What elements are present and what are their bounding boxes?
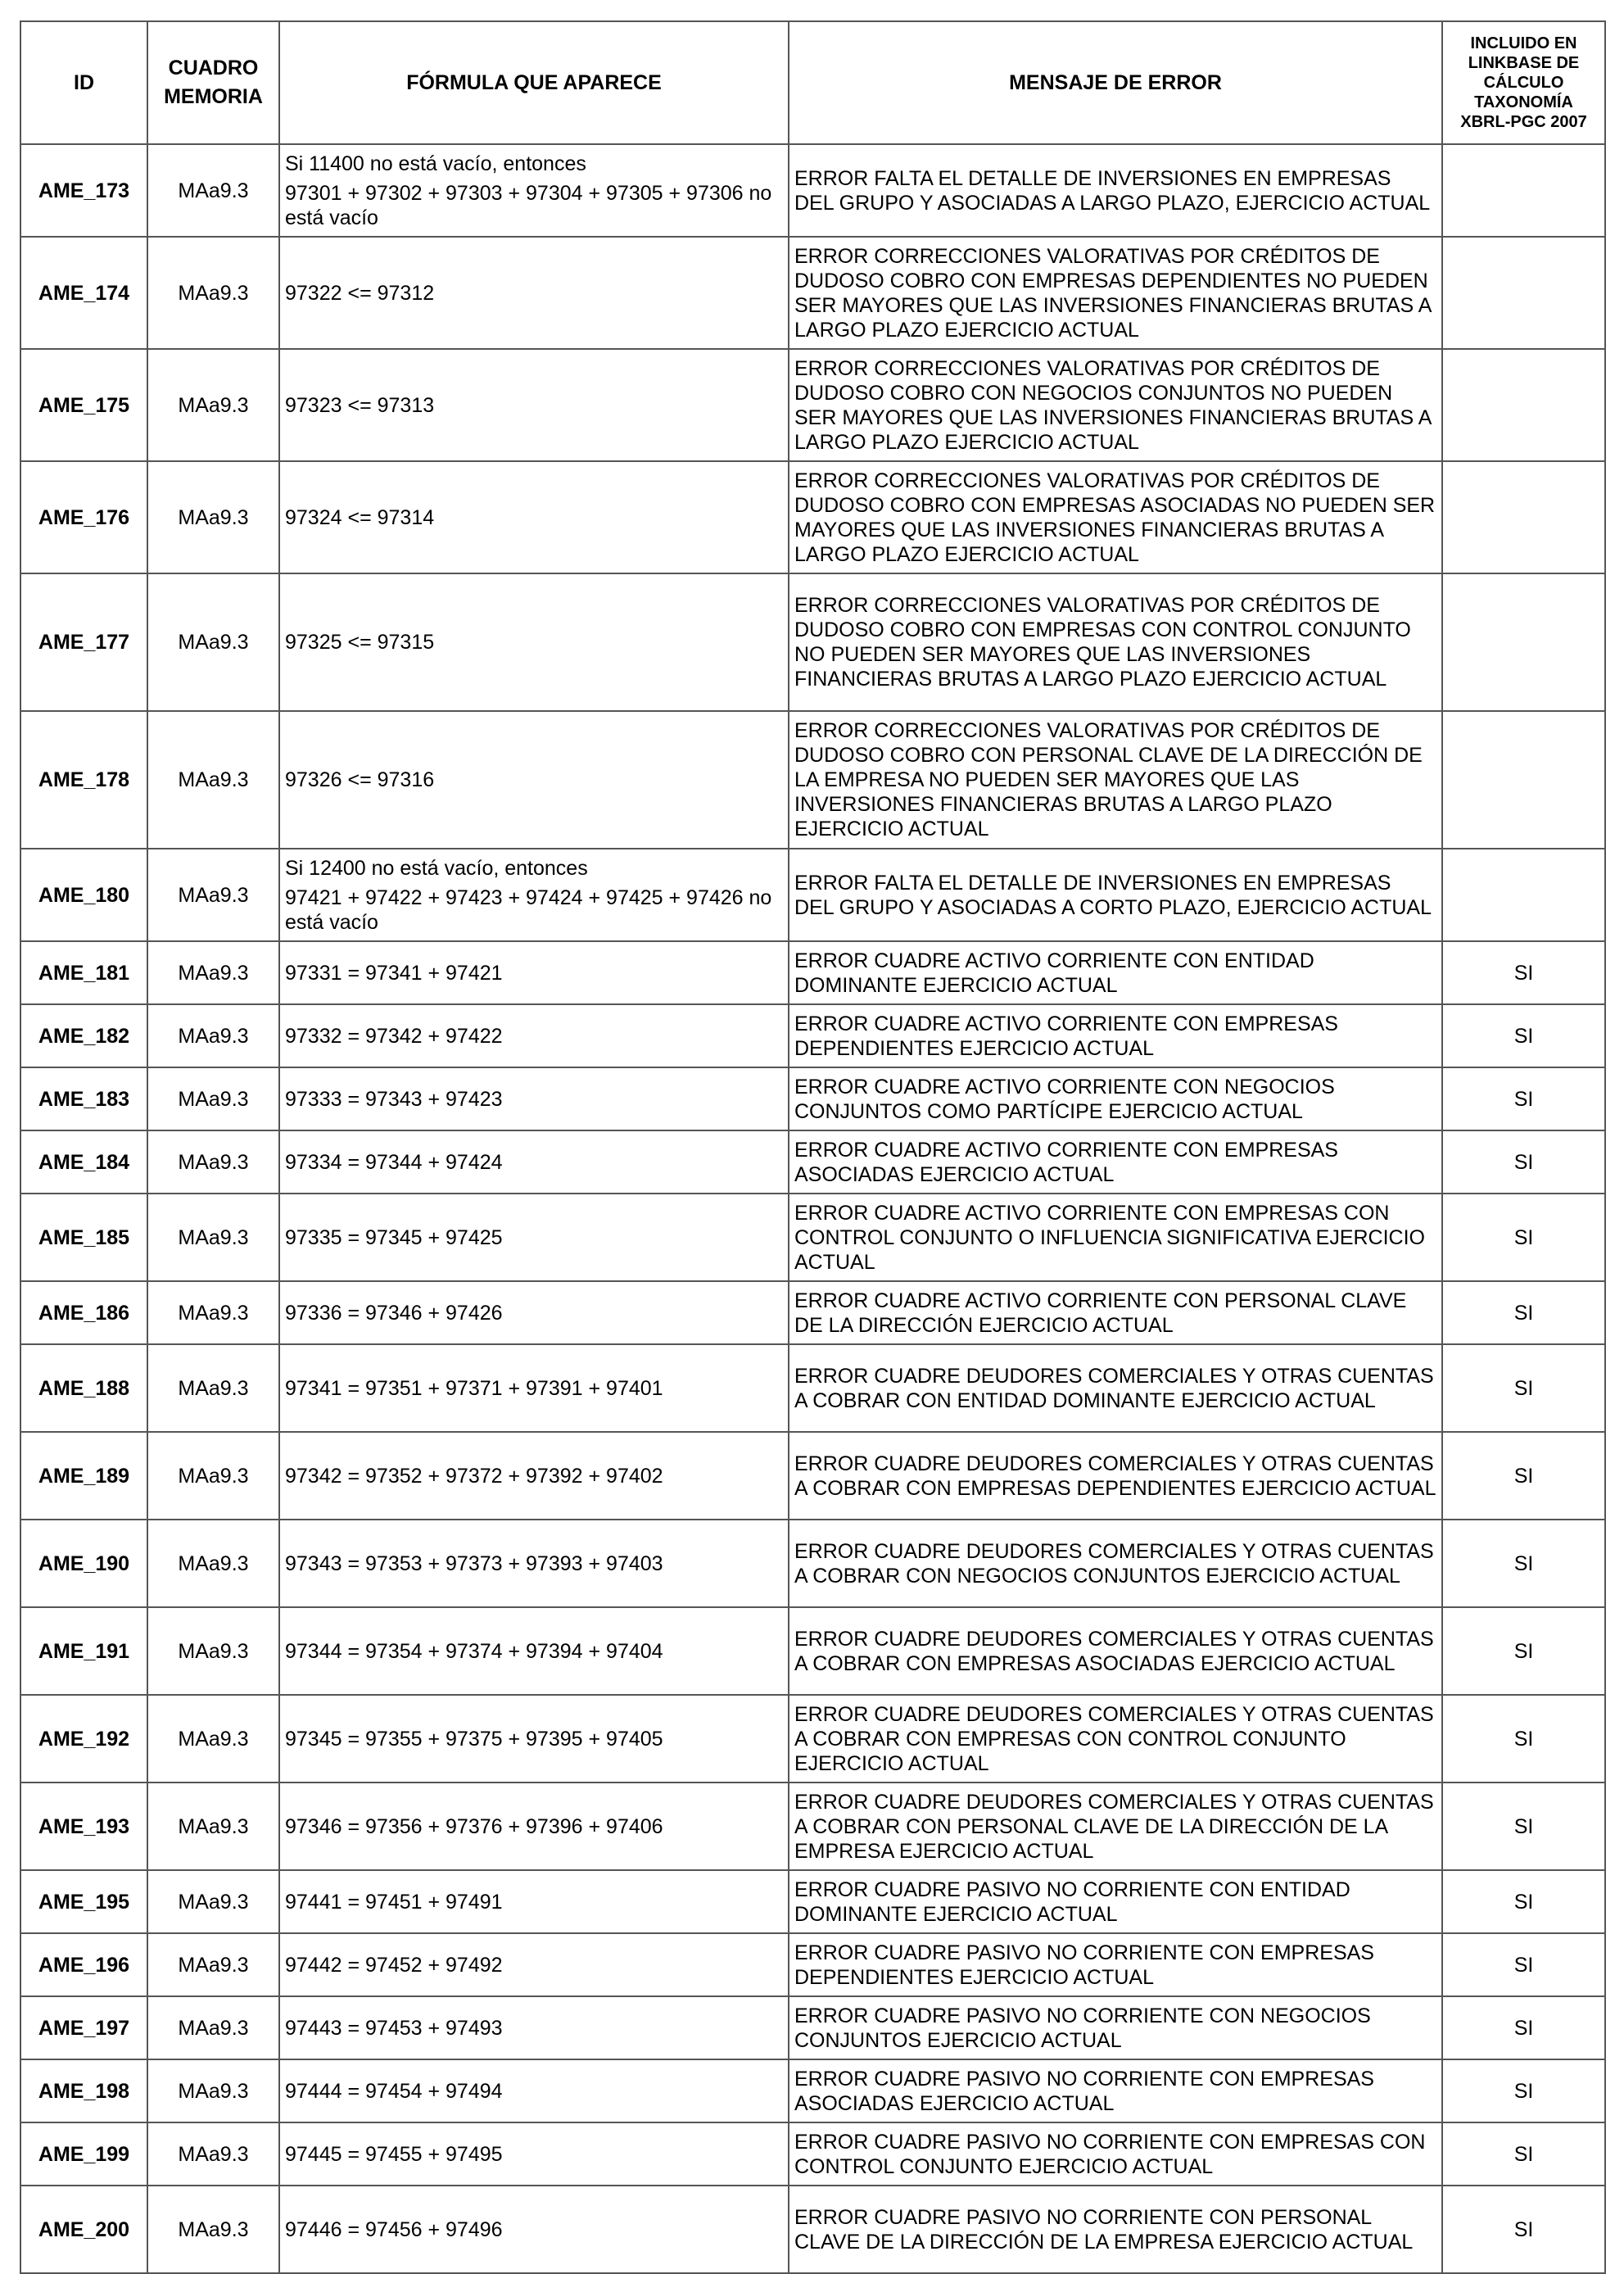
row-error-message: ERROR CUADRE ACTIVO CORRIENTE CON PERSONAL CLAVE DE LA DIRECCIÓN EJERCICIO ACTUAL — [789, 1281, 1442, 1344]
table-row — [20, 2186, 1605, 2273]
header-incluido-line: TAXONOMÍA — [1474, 93, 1573, 111]
row-id: AME_175 — [20, 349, 147, 461]
header-incluido — [1442, 21, 1605, 144]
table-body — [20, 144, 1605, 2273]
row-id: AME_188 — [20, 1344, 147, 1432]
row-formula — [279, 1004, 789, 1067]
row-id: AME_200 — [20, 2186, 147, 2273]
row-cuadro: MAa9.3 — [147, 1870, 279, 1933]
row-formula — [279, 2122, 789, 2186]
row-formula — [279, 1520, 789, 1607]
row-formula — [279, 1432, 789, 1520]
row-formula — [279, 1996, 789, 2059]
row-included-flag — [1442, 849, 1605, 941]
row-id: AME_198 — [20, 2059, 147, 2122]
row-cuadro: MAa9.3 — [147, 1281, 279, 1344]
row-included-flag — [1442, 461, 1605, 573]
row-cuadro: MAa9.3 — [147, 1344, 279, 1432]
row-included-flag: SI — [1442, 1281, 1605, 1344]
row-formula-expression: 97443 = 97453 + 97493 — [285, 2016, 503, 2040]
row-error-message: ERROR CUADRE PASIVO NO CORRIENTE CON EMPRESAS ASOCIADAS EJERCICIO ACTUAL — [789, 2059, 1442, 2122]
row-formula — [279, 711, 789, 849]
row-formula-expression: 97441 = 97451 + 97491 — [285, 1890, 503, 1914]
row-error-message: ERROR CORRECCIONES VALORATIVAS POR CRÉDITOS DE DUDOSO COBRO CON EMPRESAS DEPENDIENTES NO PUEDEN SER MAYORES QUE LAS INVERSIONES FINANCIERAS BRUTAS A LARGO PLAZO EJERCICIO ACTUAL — [789, 237, 1442, 349]
row-included-flag: SI — [1442, 941, 1605, 1004]
row-included-flag: SI — [1442, 2186, 1605, 2273]
row-cuadro: MAa9.3 — [147, 237, 279, 349]
row-id: AME_177 — [20, 573, 147, 711]
row-cuadro: MAa9.3 — [147, 1520, 279, 1607]
table-row — [20, 1607, 1605, 1695]
row-formula-expression: 97345 = 97355 + 97375 + 97395 + 97405 — [285, 1727, 663, 1751]
row-id: AME_183 — [20, 1067, 147, 1130]
table-row — [20, 941, 1605, 1004]
row-cuadro: MAa9.3 — [147, 461, 279, 573]
row-cuadro: MAa9.3 — [147, 1783, 279, 1870]
row-included-flag — [1442, 349, 1605, 461]
row-error-message: ERROR CUADRE PASIVO NO CORRIENTE CON EMPRESAS CON CONTROL CONJUNTO EJERCICIO ACTUAL — [789, 2122, 1442, 2186]
row-formula-expression: 97336 = 97346 + 97426 — [285, 1301, 503, 1325]
table-row — [20, 349, 1605, 461]
row-error-message: ERROR CUADRE PASIVO NO CORRIENTE CON EMPRESAS DEPENDIENTES EJERCICIO ACTUAL — [789, 1933, 1442, 1996]
row-formula-expression: 97421 + 97422 + 97423 + 97424 + 97425 + 97426 no está vacío — [285, 886, 772, 934]
row-cuadro: MAa9.3 — [147, 1432, 279, 1520]
row-cuadro: MAa9.3 — [147, 2186, 279, 2273]
row-id: AME_181 — [20, 941, 147, 1004]
row-error-message: ERROR CORRECCIONES VALORATIVAS POR CRÉDITOS DE DUDOSO COBRO CON EMPRESAS ASOCIADAS NO PUEDEN SER MAYORES QUE LAS INVERSIONES FINANCIERAS BRUTAS A LARGO PLAZO EJERCICIO ACTUAL — [789, 461, 1442, 573]
row-id: AME_189 — [20, 1432, 147, 1520]
row-error-message: ERROR CORRECCIONES VALORATIVAS POR CRÉDITOS DE DUDOSO COBRO CON PERSONAL CLAVE DE LA DIRECCIÓN DE LA EMPRESA NO PUEDEN SER MAYORES QUE LAS INVERSIONES FINANCIERAS BRUTAS A LARGO PLAZO EJERCICIO ACTUAL — [789, 711, 1442, 849]
row-id: AME_173 — [20, 144, 147, 237]
header-mensaje: MENSAJE DE ERROR — [789, 21, 1442, 144]
row-formula — [279, 461, 789, 573]
table-row — [20, 711, 1605, 849]
row-id: AME_185 — [20, 1194, 147, 1281]
row-formula — [279, 573, 789, 711]
table-row — [20, 1130, 1605, 1194]
table-row — [20, 1933, 1605, 1996]
row-formula-expression: 97446 = 97456 + 97496 — [285, 2217, 503, 2241]
table-row — [20, 1870, 1605, 1933]
row-included-flag: SI — [1442, 1067, 1605, 1130]
row-formula — [279, 237, 789, 349]
row-formula — [279, 2186, 789, 2273]
row-included-flag — [1442, 237, 1605, 349]
row-formula-expression: 97342 = 97352 + 97372 + 97392 + 97402 — [285, 1464, 663, 1488]
row-formula — [279, 1344, 789, 1432]
row-cuadro: MAa9.3 — [147, 1004, 279, 1067]
row-formula-expression: 97334 = 97344 + 97424 — [285, 1150, 503, 1174]
row-id: AME_196 — [20, 1933, 147, 1996]
row-error-message: ERROR CUADRE ACTIVO CORRIENTE CON ENTIDAD DOMINANTE EJERCICIO ACTUAL — [789, 941, 1442, 1004]
row-id: AME_199 — [20, 2122, 147, 2186]
row-error-message: ERROR CUADRE DEUDORES COMERCIALES Y OTRAS CUENTAS A COBRAR CON NEGOCIOS CONJUNTOS EJERCICIO ACTUAL — [789, 1520, 1442, 1607]
header-cuadro-line: MEMORIA — [164, 85, 263, 108]
row-error-message: ERROR CORRECCIONES VALORATIVAS POR CRÉDITOS DE DUDOSO COBRO CON EMPRESAS CON CONTROL CONJUNTO NO PUEDEN SER MAYORES QUE LAS INVERSIONES FINANCIERAS BRUTAS A LARGO PLAZO EJERCICIO ACTUAL — [789, 573, 1442, 711]
row-included-flag: SI — [1442, 1432, 1605, 1520]
row-id: AME_174 — [20, 237, 147, 349]
row-id: AME_191 — [20, 1607, 147, 1695]
row-included-flag: SI — [1442, 1004, 1605, 1067]
row-formula — [279, 1870, 789, 1933]
row-included-flag: SI — [1442, 1344, 1605, 1432]
row-included-flag: SI — [1442, 1695, 1605, 1783]
row-id: AME_193 — [20, 1783, 147, 1870]
row-formula-expression: 97346 = 97356 + 97376 + 97396 + 97406 — [285, 1814, 663, 1838]
row-id: AME_192 — [20, 1695, 147, 1783]
row-formula-condition: Si 12400 no está vacío, entonces — [285, 856, 588, 880]
row-cuadro: MAa9.3 — [147, 1130, 279, 1194]
row-error-message: ERROR CUADRE DEUDORES COMERCIALES Y OTRAS CUENTAS A COBRAR CON EMPRESAS DEPENDIENTES EJERCICIO ACTUAL — [789, 1432, 1442, 1520]
row-included-flag — [1442, 144, 1605, 237]
row-id: AME_186 — [20, 1281, 147, 1344]
row-included-flag — [1442, 711, 1605, 849]
row-id: AME_180 — [20, 849, 147, 941]
row-formula — [279, 1130, 789, 1194]
row-error-message: ERROR FALTA EL DETALLE DE INVERSIONES EN EMPRESAS DEL GRUPO Y ASOCIADAS A CORTO PLAZO, EJERCICIO ACTUAL — [789, 849, 1442, 941]
row-formula — [279, 2059, 789, 2122]
row-cuadro: MAa9.3 — [147, 2122, 279, 2186]
table-row — [20, 144, 1605, 237]
row-cuadro: MAa9.3 — [147, 1695, 279, 1783]
row-included-flag: SI — [1442, 1607, 1605, 1695]
row-id: AME_176 — [20, 461, 147, 573]
row-formula-expression: 97445 = 97455 + 97495 — [285, 2142, 503, 2166]
table-row — [20, 1004, 1605, 1067]
row-formula-condition: Si 11400 no está vacío, entonces — [285, 152, 586, 175]
row-formula-expression: 97442 = 97452 + 97492 — [285, 1953, 503, 1977]
row-formula-expression: 97301 + 97302 + 97303 + 97304 + 97305 + 97306 no está vacío — [285, 181, 772, 229]
header-incluido-line: CÁLCULO — [1483, 74, 1564, 92]
table-row — [20, 573, 1605, 711]
row-formula — [279, 849, 789, 941]
table-row — [20, 1783, 1605, 1870]
header-incluido-line: XBRL-PGC 2007 — [1460, 113, 1587, 131]
table-row — [20, 237, 1605, 349]
table-row — [20, 1281, 1605, 1344]
table-row — [20, 1996, 1605, 2059]
row-formula-expression: 97325 <= 97315 — [285, 631, 435, 654]
header-row — [20, 21, 1605, 144]
row-included-flag: SI — [1442, 2122, 1605, 2186]
row-formula-expression: 97333 = 97343 + 97423 — [285, 1087, 503, 1111]
row-cuadro: MAa9.3 — [147, 1067, 279, 1130]
row-formula-expression: 97324 <= 97314 — [285, 505, 435, 529]
row-cuadro: MAa9.3 — [147, 849, 279, 941]
row-cuadro: MAa9.3 — [147, 1607, 279, 1695]
table-row — [20, 1695, 1605, 1783]
row-included-flag: SI — [1442, 1933, 1605, 1996]
row-error-message: ERROR CUADRE DEUDORES COMERCIALES Y OTRAS CUENTAS A COBRAR CON EMPRESAS CON CONTROL CONJUNTO EJERCICIO ACTUAL — [789, 1695, 1442, 1783]
header-incluido-line: INCLUIDO EN — [1470, 34, 1577, 52]
row-id: AME_184 — [20, 1130, 147, 1194]
row-error-message: ERROR CUADRE DEUDORES COMERCIALES Y OTRAS CUENTAS A COBRAR CON ENTIDAD DOMINANTE EJERCICIO ACTUAL — [789, 1344, 1442, 1432]
row-error-message: ERROR CUADRE PASIVO NO CORRIENTE CON NEGOCIOS CONJUNTOS EJERCICIO ACTUAL — [789, 1996, 1442, 2059]
row-formula-expression: 97343 = 97353 + 97373 + 97393 + 97403 — [285, 1551, 663, 1575]
row-formula-expression: 97326 <= 97316 — [285, 768, 435, 791]
row-cuadro: MAa9.3 — [147, 941, 279, 1004]
row-included-flag: SI — [1442, 1520, 1605, 1607]
row-formula-expression: 97323 <= 97313 — [285, 393, 435, 417]
row-error-message: ERROR CUADRE PASIVO NO CORRIENTE CON PERSONAL CLAVE DE LA DIRECCIÓN DE LA EMPRESA EJERCICIO ACTUAL — [789, 2186, 1442, 2273]
row-formula-expression: 97322 <= 97312 — [285, 281, 435, 305]
row-formula-expression: 97332 = 97342 + 97422 — [285, 1024, 503, 1048]
row-id: AME_197 — [20, 1996, 147, 2059]
error-rules-table — [20, 20, 1606, 2274]
row-formula — [279, 144, 789, 237]
header-incluido-line: LINKBASE DE — [1468, 54, 1580, 72]
row-error-message: ERROR CUADRE ACTIVO CORRIENTE CON EMPRESAS DEPENDIENTES EJERCICIO ACTUAL — [789, 1004, 1442, 1067]
table-row — [20, 849, 1605, 941]
row-included-flag: SI — [1442, 1783, 1605, 1870]
row-id: AME_178 — [20, 711, 147, 849]
row-formula — [279, 1067, 789, 1130]
header-cuadro — [147, 21, 279, 144]
row-error-message: ERROR FALTA EL DETALLE DE INVERSIONES EN EMPRESAS DEL GRUPO Y ASOCIADAS A LARGO PLAZO, EJERCICIO ACTUAL — [789, 144, 1442, 237]
row-formula — [279, 1281, 789, 1344]
row-error-message: ERROR CUADRE ACTIVO CORRIENTE CON NEGOCIOS CONJUNTOS COMO PARTÍCIPE EJERCICIO ACTUAL — [789, 1067, 1442, 1130]
row-formula — [279, 349, 789, 461]
row-formula — [279, 941, 789, 1004]
row-cuadro: MAa9.3 — [147, 2059, 279, 2122]
row-formula — [279, 1607, 789, 1695]
row-formula — [279, 1194, 789, 1281]
row-error-message: ERROR CUADRE PASIVO NO CORRIENTE CON ENTIDAD DOMINANTE EJERCICIO ACTUAL — [789, 1870, 1442, 1933]
row-cuadro: MAa9.3 — [147, 1996, 279, 2059]
table-row — [20, 1344, 1605, 1432]
table-row — [20, 1194, 1605, 1281]
table-row — [20, 1432, 1605, 1520]
table-row — [20, 2059, 1605, 2122]
row-error-message: ERROR CUADRE ACTIVO CORRIENTE CON EMPRESAS ASOCIADAS EJERCICIO ACTUAL — [789, 1130, 1442, 1194]
row-id: AME_190 — [20, 1520, 147, 1607]
row-cuadro: MAa9.3 — [147, 144, 279, 237]
row-formula-expression: 97331 = 97341 + 97421 — [285, 961, 503, 985]
row-formula-expression: 97341 = 97351 + 97371 + 97391 + 97401 — [285, 1376, 663, 1400]
table-row — [20, 461, 1605, 573]
row-cuadro: MAa9.3 — [147, 1933, 279, 1996]
header-id: ID — [20, 21, 147, 144]
row-included-flag: SI — [1442, 1194, 1605, 1281]
row-included-flag: SI — [1442, 1130, 1605, 1194]
header-formula: FÓRMULA QUE APARECE — [279, 21, 789, 144]
table-row — [20, 1520, 1605, 1607]
row-error-message: ERROR CORRECCIONES VALORATIVAS POR CRÉDITOS DE DUDOSO COBRO CON NEGOCIOS CONJUNTOS NO PUEDEN SER MAYORES QUE LAS INVERSIONES FINANCIERAS BRUTAS A LARGO PLAZO EJERCICIO ACTUAL — [789, 349, 1442, 461]
row-cuadro: MAa9.3 — [147, 573, 279, 711]
row-cuadro: MAa9.3 — [147, 349, 279, 461]
row-cuadro: MAa9.3 — [147, 711, 279, 849]
row-cuadro: MAa9.3 — [147, 1194, 279, 1281]
header-cuadro-line: CUADRO — [168, 57, 259, 79]
row-included-flag: SI — [1442, 1870, 1605, 1933]
row-included-flag: SI — [1442, 1996, 1605, 2059]
row-formula — [279, 1695, 789, 1783]
row-formula — [279, 1933, 789, 1996]
row-error-message: ERROR CUADRE DEUDORES COMERCIALES Y OTRAS CUENTAS A COBRAR CON PERSONAL CLAVE DE LA DIRECCIÓN DE LA EMPRESA EJERCICIO ACTUAL — [789, 1783, 1442, 1870]
row-formula-expression: 97344 = 97354 + 97374 + 97394 + 97404 — [285, 1639, 663, 1663]
row-included-flag — [1442, 573, 1605, 711]
row-formula-expression: 97444 = 97454 + 97494 — [285, 2079, 503, 2103]
row-error-message: ERROR CUADRE ACTIVO CORRIENTE CON EMPRESAS CON CONTROL CONJUNTO O INFLUENCIA SIGNIFICATIVA EJERCICIO ACTUAL — [789, 1194, 1442, 1281]
row-error-message: ERROR CUADRE DEUDORES COMERCIALES Y OTRAS CUENTAS A COBRAR CON EMPRESAS ASOCIADAS EJERCICIO ACTUAL — [789, 1607, 1442, 1695]
table-row — [20, 2122, 1605, 2186]
row-formula — [279, 1783, 789, 1870]
row-id: AME_182 — [20, 1004, 147, 1067]
row-formula-expression: 97335 = 97345 + 97425 — [285, 1225, 503, 1249]
table-row — [20, 1067, 1605, 1130]
row-included-flag: SI — [1442, 2059, 1605, 2122]
row-id: AME_195 — [20, 1870, 147, 1933]
